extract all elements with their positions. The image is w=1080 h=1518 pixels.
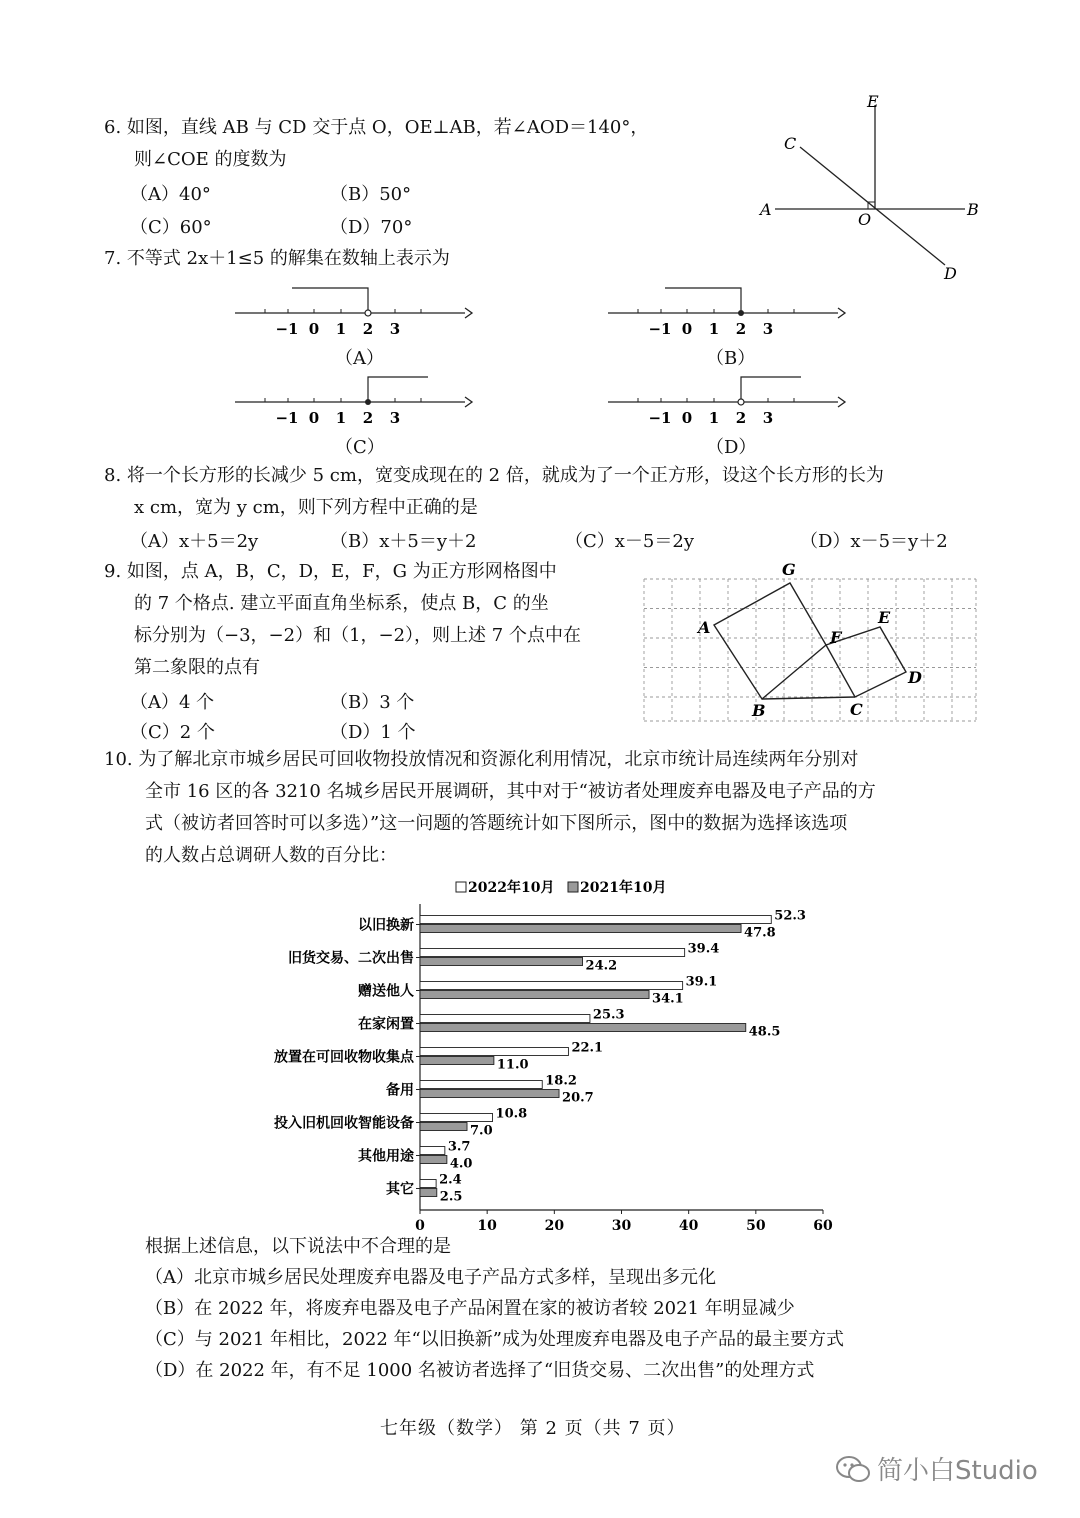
numberline-a [230, 282, 480, 342]
q9-line4: 第二象限的点有 [134, 657, 260, 678]
category-label: 备用 [386, 1082, 414, 1099]
value-label-2021: 11.0 [496, 1057, 529, 1073]
q6-figure [750, 85, 1000, 285]
legend-2021: 2021年10月 [580, 880, 667, 896]
tick-label: 3 [762, 320, 774, 338]
bar-2022 [420, 1081, 542, 1089]
solution-ray [665, 288, 741, 313]
q10-line4: 的人数占总调研人数的百分比： [145, 845, 397, 866]
value-label-2022: 25.3 [592, 1007, 625, 1023]
tick-label: 2 [362, 409, 374, 427]
tick-label: 2 [735, 320, 747, 338]
grid-lines [644, 579, 976, 721]
solution-ray [368, 377, 428, 402]
tick-label: −1 [275, 320, 299, 338]
tick-label: 3 [762, 409, 774, 427]
label-c: C [850, 700, 863, 719]
legend-2022: 2022年10月 [468, 880, 555, 896]
tick-label: −1 [648, 320, 672, 338]
q9-option-b: （B）3 个 [330, 692, 415, 713]
q6-option-b: （B）50° [330, 184, 412, 205]
q7-stem: 7. 不等式 2x＋1≤5 的解集在数轴上表示为 [104, 248, 450, 269]
tick-label: 3 [389, 320, 401, 338]
line-cd [800, 147, 945, 265]
category-label: 其他用途 [358, 1148, 414, 1165]
q7-label-d: （D） [706, 437, 757, 458]
segment-bc [762, 697, 855, 699]
tick-label: 0 [681, 409, 693, 427]
value-label-2021: 20.7 [562, 1090, 594, 1106]
label-o: O [858, 210, 872, 229]
tick-label: 0 [308, 409, 320, 427]
value-label-2022: 39.4 [687, 941, 720, 957]
label-e: E [867, 92, 879, 111]
closed-dot [365, 399, 371, 405]
q9-line3: 标分别为（−3，−2）和（1，−2），则上述 7 个点中在 [134, 625, 581, 646]
label-b: B [967, 200, 979, 219]
q10-line2: 全市 16 区的各 3210 名城乡居民开展调研，其中对于“被访者处理废弃电器及电子产品的方 [145, 781, 876, 802]
q6-line2: 则∠COE 的度数为 [134, 149, 287, 170]
watermark [835, 1450, 1038, 1487]
solution-ray [741, 377, 801, 399]
tick-label: 1 [708, 409, 720, 427]
q9-line1: 9. 如图，点 A，B，C，D，E，F，G 为正方形网格图中 [104, 561, 557, 582]
value-label-2021: 2.5 [439, 1189, 463, 1205]
bar-2022 [420, 1180, 436, 1188]
x-tick-label: 20 [544, 1218, 565, 1234]
label-a: A [760, 200, 772, 219]
bar-2021 [420, 1024, 746, 1032]
bar-2021 [420, 958, 583, 966]
tick-label: 2 [735, 409, 747, 427]
tick-label: 3 [389, 409, 401, 427]
category-label: 放置在可回收物收集点 [274, 1049, 414, 1066]
x-tick-label: 30 [611, 1218, 632, 1234]
value-label-2021: 47.8 [744, 925, 776, 941]
arrow-icon [465, 308, 472, 318]
value-label-2022: 3.7 [447, 1139, 471, 1155]
category-label: 投入旧机回收智能设备 [274, 1115, 414, 1132]
closed-dot [738, 310, 744, 316]
label-b: B [752, 701, 766, 720]
x-tick-label: 60 [813, 1218, 833, 1234]
tick-label: 1 [335, 320, 347, 338]
q6-option-d: （D）70° [330, 217, 413, 238]
value-label-2021: 24.2 [585, 958, 618, 974]
bar-2021 [420, 1123, 467, 1131]
q9-line2: 的 7 个格点. 建立平面直角坐标系，使点 B，C 的坐 [134, 593, 549, 614]
bar-2021 [420, 991, 649, 999]
label-d: D [944, 264, 957, 283]
label-c: C [784, 134, 797, 153]
q8-line1: 8. 将一个长方形的长减少 5 cm，宽变成现在的 2 倍，就成为了一个正方形，设这个长方形的长为 [104, 465, 884, 486]
label-g: G [782, 560, 796, 579]
q7-label-c: （C） [335, 437, 385, 458]
bar-2022 [420, 916, 771, 924]
value-label-2022: 10.8 [495, 1106, 528, 1122]
arrow-icon [838, 308, 845, 318]
value-label-2022: 52.3 [774, 908, 806, 924]
tick-label: 2 [362, 320, 374, 338]
q10-option-b: （B）在 2022 年，将废弃电器及电子产品闲置在家的被访者较 2021 年明显减少 [145, 1298, 795, 1319]
bar-2021 [420, 1189, 437, 1197]
bar-chart [230, 870, 850, 1234]
arrow-icon [465, 397, 472, 407]
legend-swatch-2022 [456, 882, 466, 892]
watermark-text: 简小白Studio [877, 1456, 1038, 1486]
label-d: D [908, 668, 922, 687]
open-dot [365, 310, 371, 316]
value-label-2022: 2.4 [439, 1172, 462, 1188]
q7-label-b: （B） [706, 348, 756, 369]
tick-label: 0 [308, 320, 320, 338]
x-tick-label: 50 [746, 1218, 766, 1234]
value-label-2021: 7.0 [470, 1123, 493, 1139]
bar-2021 [420, 1057, 494, 1065]
q9-option-c: （C）2 个 [130, 722, 215, 743]
q8-option-b: （B）x＋5＝y＋2 [330, 531, 477, 552]
label-e: E [878, 608, 891, 627]
value-label-2021: 34.1 [652, 991, 684, 1007]
arrow-icon [838, 397, 845, 407]
x-tick-label: 10 [477, 1218, 497, 1234]
tick-label: 0 [681, 320, 693, 338]
q7-label-a: （A） [335, 348, 384, 369]
q10-after: 根据上述信息，以下说法中不合理的是 [145, 1236, 451, 1257]
q8-line2: x cm，宽为 y cm，则下列方程中正确的是 [134, 497, 478, 518]
q6-line1: 6. 如图，直线 AB 与 CD 交于点 O，OE⊥AB，若∠AOD＝140°， [104, 117, 649, 138]
q9-option-d: （D）1 个 [330, 722, 416, 743]
bar-2022 [420, 982, 683, 990]
q10-line3: 式（被访者回答时可以多选）”这一问题的答题统计如下图所示，图中的数据为选择该选项 [145, 813, 848, 834]
tick-label: 1 [335, 409, 347, 427]
legend-swatch-2021 [568, 882, 578, 892]
open-dot [738, 399, 744, 405]
bar-2022 [420, 1048, 568, 1056]
category-label: 赠送他人 [358, 983, 414, 1000]
tick-label: −1 [275, 409, 299, 427]
label-f: F [830, 628, 842, 647]
x-tick-label: 0 [415, 1218, 425, 1234]
value-label-2022: 18.2 [545, 1073, 577, 1089]
value-label-2021: 4.0 [449, 1156, 473, 1172]
square-abfg [714, 583, 826, 699]
numberline-d [603, 371, 853, 431]
q8-option-a: （A）x＋5＝2y [130, 531, 259, 552]
category-label: 在家闲置 [358, 1016, 414, 1033]
q10-option-a: （A）北京市城乡居民处理废弃电器及电子产品方式多样，呈现出多元化 [145, 1267, 716, 1288]
category-label: 以旧换新 [358, 917, 414, 934]
page-footer: 七年级（数学） 第 2 页（共 7 页） [380, 1418, 686, 1439]
q8-option-d: （D）x－5＝y＋2 [800, 531, 948, 552]
bar-2022 [420, 1114, 493, 1122]
label-a: A [698, 618, 711, 637]
value-label-2022: 39.1 [685, 974, 718, 990]
q9-option-a: （A）4 个 [130, 692, 215, 713]
bar-2022 [420, 1015, 590, 1023]
solution-ray [292, 288, 368, 313]
wechat-icon [835, 1454, 871, 1484]
category-label: 其它 [386, 1181, 414, 1198]
q6-option-c: （C）60° [130, 217, 212, 238]
bar-2021 [420, 925, 741, 933]
tick-label: 1 [708, 320, 720, 338]
bar-2021 [420, 1090, 559, 1098]
tick-label: −1 [648, 409, 672, 427]
q10-line1: 10. 为了解北京市城乡居民可回收物投放情况和资源化利用情况，北京市统计局连续两年分别对 [104, 749, 859, 770]
q8-option-c: （C）x－5＝2y [565, 531, 694, 552]
q6-option-a: （A）40° [130, 184, 211, 205]
category-label: 旧货交易、二次出售 [288, 950, 414, 967]
x-tick-label: 40 [678, 1218, 699, 1234]
numberline-c [230, 371, 480, 431]
value-label-2021: 48.5 [748, 1024, 781, 1040]
numberline-b [603, 282, 853, 342]
bar-2022 [420, 949, 685, 957]
bar-2021 [420, 1156, 447, 1164]
q10-option-c: （C）与 2021 年相比，2022 年“以旧换新”成为处理废弃电器及电子产品的最主要方式 [145, 1329, 844, 1350]
bar-2022 [420, 1147, 445, 1155]
value-label-2022: 22.1 [571, 1040, 604, 1056]
q10-option-d: （D）在 2022 年，有不足 1000 名被访者选择了“旧货交易、二次出售”的处理方式 [145, 1360, 815, 1381]
q9-grid-figure [640, 560, 982, 725]
